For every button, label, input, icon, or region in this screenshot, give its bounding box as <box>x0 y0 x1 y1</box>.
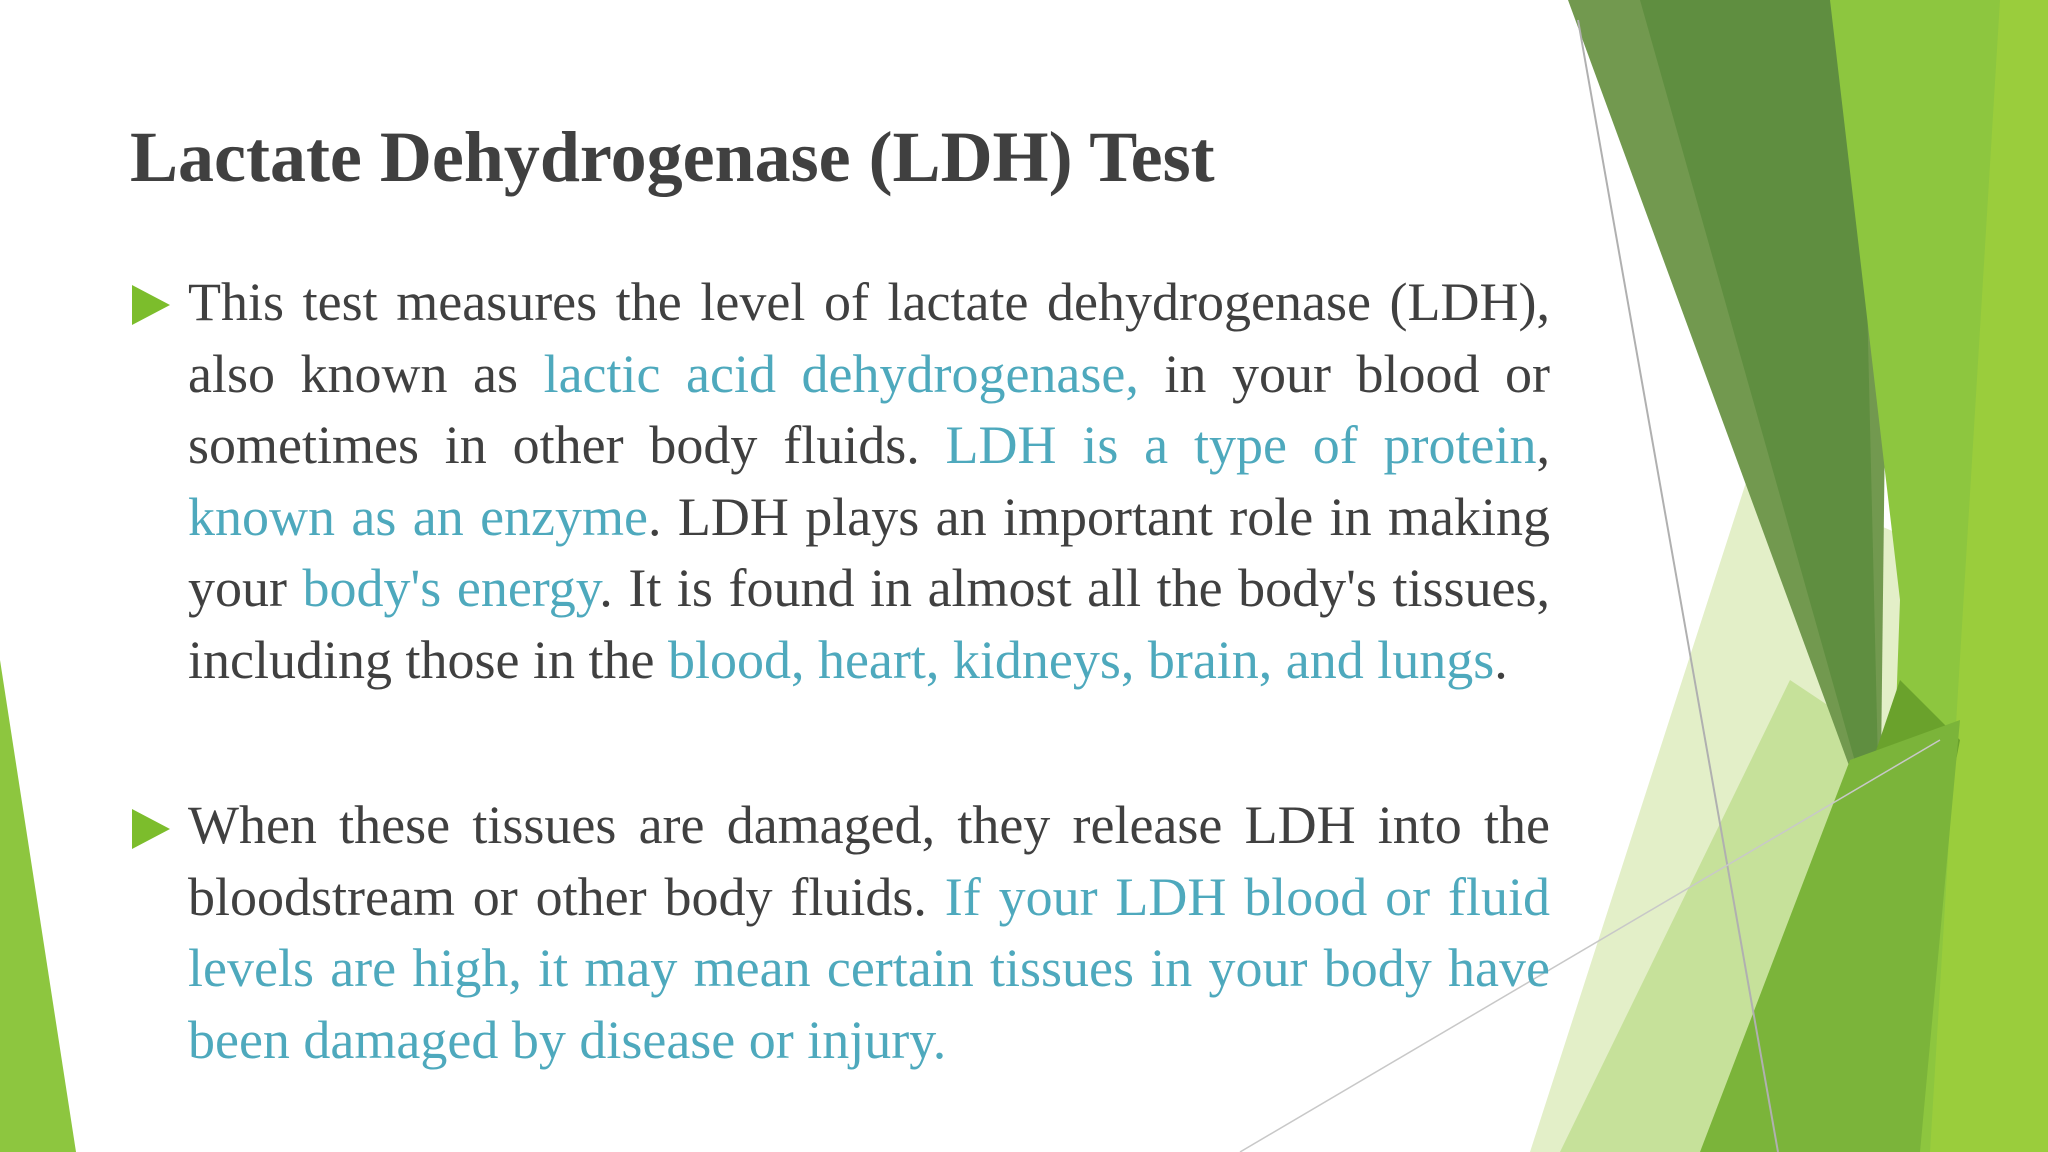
left-green-sliver <box>0 660 76 1152</box>
bullet-1-highlight: blood, heart, kidneys, brain, and lungs <box>667 629 1495 690</box>
bullet-1-highlight: lactic acid dehydrogenase, <box>543 343 1139 404</box>
bullet-2-highlight: If your LDH blood or fluid levels are high, it may mean certain tissues in your body have been damaged by disease or injury. <box>188 866 1550 1070</box>
bullet-1-text: . LDH plays an important role in making your <box>188 486 1550 618</box>
triangle-right-icon <box>132 809 170 849</box>
bullet-1-text: This test measures the level of lactate dehydrogenase (LDH), also known as <box>188 272 1550 404</box>
bullet-1-text: , <box>1536 415 1550 475</box>
bullet-1-highlight: LDH is a type of protein <box>945 415 1537 475</box>
bullet-1-text: . It is found in almost all the body's tissues, including those in the <box>188 558 1551 690</box>
bullet-1-highlight: body's energy <box>302 558 600 618</box>
bullet-paragraph-1 <box>188 267 1550 696</box>
bullet-2-text: When these tissues are damaged, they release LDH into the bloodstream or other body fluids. <box>188 795 1550 927</box>
bullet-1-highlight: known as an enzyme <box>188 486 648 547</box>
bullet-1-text: . <box>1494 629 1508 690</box>
bullet-1-text: in your blood or sometimes in other body fluids. <box>188 343 1550 475</box>
bullet-paragraph-2 <box>188 790 1550 1076</box>
slide-title: Lactate Dehydrogenase (LDH) Test <box>130 117 1215 197</box>
triangle-right-icon <box>132 285 170 325</box>
